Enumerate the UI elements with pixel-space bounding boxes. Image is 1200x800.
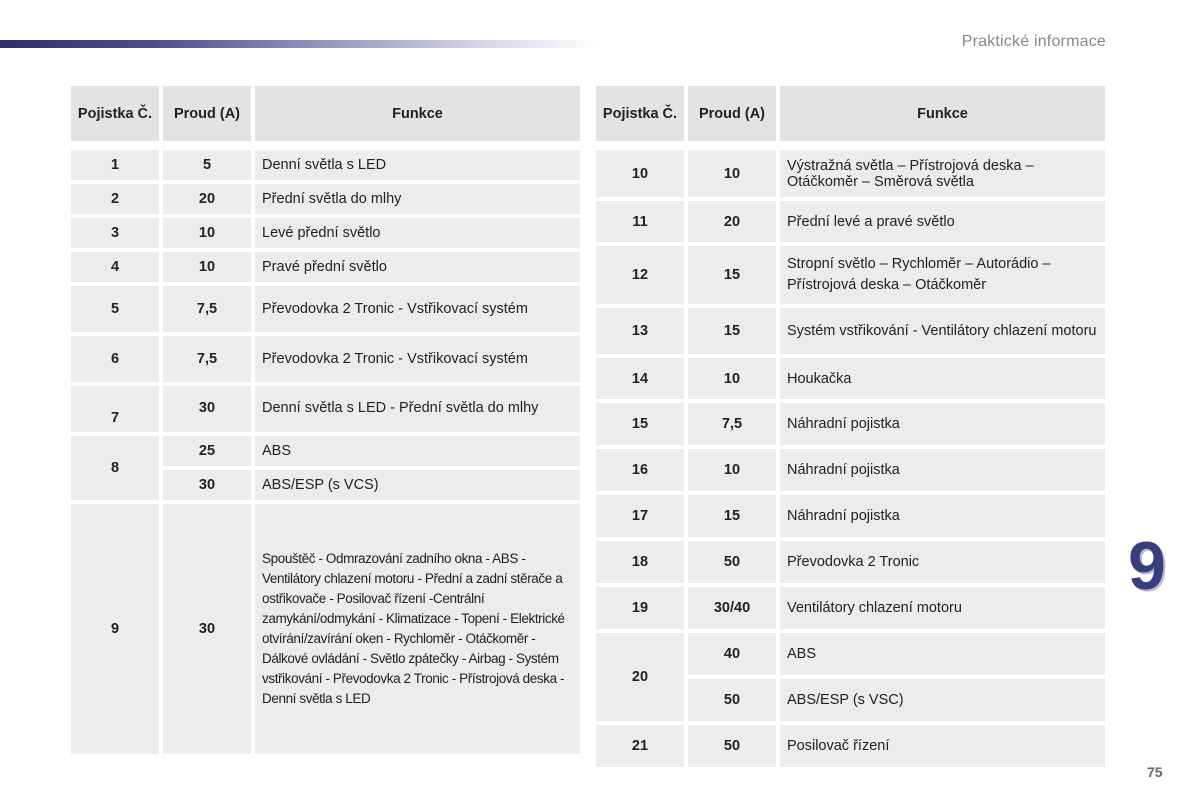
fuse-number: 21 xyxy=(596,725,684,767)
fuse-current: 20 xyxy=(163,184,251,214)
fuse-current: 20 xyxy=(688,201,776,242)
fuse-function: Levé přední světlo xyxy=(255,218,580,248)
table-row xyxy=(71,150,580,180)
table-row xyxy=(71,184,580,214)
table-row xyxy=(71,386,580,432)
fuse-current: 30 xyxy=(163,386,251,432)
fuse-number: 2 xyxy=(71,184,159,214)
fuse-number: 12 xyxy=(596,246,684,304)
col-header-function: Funkce xyxy=(780,86,1105,141)
table-row xyxy=(596,358,1105,399)
col-header-fuse-no: Pojistka Č. xyxy=(71,86,159,141)
fuse-current: 25 xyxy=(163,436,251,466)
fuse-number: 1 xyxy=(71,150,159,180)
fuse-number: 13 xyxy=(596,308,684,354)
table-row xyxy=(596,403,1105,445)
fuse-number: 5 xyxy=(71,286,159,332)
fuse-current: 50 xyxy=(688,541,776,583)
table-row xyxy=(596,495,1105,537)
fuse-function: ABS/ESP (s VCS) xyxy=(255,470,580,500)
fuse-table-left xyxy=(67,82,584,758)
table-row xyxy=(71,286,580,332)
table-row xyxy=(596,150,1105,197)
fuse-current: 30/40 xyxy=(688,587,776,629)
table-row xyxy=(596,633,1105,675)
fuse-current: 50 xyxy=(688,725,776,767)
fuse-number: 9 xyxy=(71,504,159,754)
table-row xyxy=(596,201,1105,242)
fuse-current: 30 xyxy=(163,470,251,500)
fuse-number: 19 xyxy=(596,587,684,629)
fuse-function: Posilovač řízení xyxy=(780,725,1105,767)
fuse-function: Denní světla s LED - Přední světla do mlhy xyxy=(255,386,580,432)
fuse-number: 3 xyxy=(71,218,159,248)
fuse-current: 50 xyxy=(688,679,776,721)
fuse-function: Náhradní pojistka xyxy=(780,449,1105,491)
fuse-number: 11 xyxy=(596,201,684,242)
fuse-number: 16 xyxy=(596,449,684,491)
fuse-current: 10 xyxy=(688,358,776,399)
fuse-current: 15 xyxy=(688,308,776,354)
fuse-function: Převodovka 2 Tronic - Vstřikovací systém xyxy=(255,336,580,382)
fuse-function: ABS xyxy=(255,436,580,466)
fuse-current: 15 xyxy=(688,495,776,537)
page-number: 75 xyxy=(1147,764,1163,780)
fuse-function: Přední levé a pravé světlo xyxy=(780,201,1105,242)
section-title: Praktické informace xyxy=(961,33,1106,50)
fuse-number: 6 xyxy=(71,336,159,382)
fuse-number: 14 xyxy=(596,358,684,399)
fuse-function: Denní světla s LED xyxy=(255,150,580,180)
table-row xyxy=(71,336,580,382)
fuse-current: 40 xyxy=(688,633,776,675)
col-header-current: Proud (A) xyxy=(163,86,251,141)
fuse-function: Pravé přední světlo xyxy=(255,252,580,282)
fuse-function: Ventilátory chlazení motoru xyxy=(780,587,1105,629)
fuse-current: 7,5 xyxy=(163,336,251,382)
fuse-current: 5 xyxy=(163,150,251,180)
fuse-number: 17 xyxy=(596,495,684,537)
fuse-function: Přední světla do mlhy xyxy=(255,184,580,214)
fuse-current: 7,5 xyxy=(163,286,251,332)
table-row xyxy=(71,218,580,248)
fuse-number: 10 xyxy=(596,150,684,197)
fuse-number: 15 xyxy=(596,403,684,445)
fuse-function: Spouštěč - Odmrazování zadního okna - ABS - Ventilátory chlazení motoru - Přední a zadní stěrače a ostřikovače - Posilovač řízení -Centrální zamykání/odmykání - Klimatizace - Topení - Elektrické otvírání/zavírání oken - Rychloměr - Otáčkoměr - Dálkové ovládání - Světlo zpátečky - Airbag - Systém vstřikování - Převodovka 2 Tronic - Přístrojová deska - Denní světla s LED xyxy=(255,504,580,754)
header-gradient-bar xyxy=(0,40,600,48)
fuse-current: 7,5 xyxy=(688,403,776,445)
fuse-number: 20 xyxy=(596,633,684,721)
fuse-function: Převodovka 2 Tronic xyxy=(780,541,1105,583)
fuse-function: Převodovka 2 Tronic - Vstřikovací systém xyxy=(255,286,580,332)
fuse-current: 15 xyxy=(688,246,776,304)
col-header-current: Proud (A) xyxy=(688,86,776,141)
fuse-current: 10 xyxy=(688,449,776,491)
fuse-function: ABS xyxy=(780,633,1105,675)
fuse-current: 30 xyxy=(163,504,251,754)
table-row xyxy=(596,541,1105,583)
fuse-function: Výstražná světla – Přístrojová deska – Otáčkoměr – Směrová světla xyxy=(780,150,1105,197)
fuse-number: 18 xyxy=(596,541,684,583)
col-header-fuse-no: Pojistka Č. xyxy=(596,86,684,141)
fuse-table-right xyxy=(592,82,1109,771)
fuse-function: Náhradní pojistka xyxy=(780,403,1105,445)
table-row xyxy=(596,246,1105,304)
table-row xyxy=(71,252,580,282)
fuse-function: Náhradní pojistka xyxy=(780,495,1105,537)
table-row xyxy=(596,587,1105,629)
fuse-function: ABS/ESP (s VSC) xyxy=(780,679,1105,721)
fuse-current: 10 xyxy=(688,150,776,197)
table-row xyxy=(596,308,1105,354)
fuse-function: Stropní světlo – Rychloměr – Autorádio – Přístrojová deska – Otáčkoměr xyxy=(780,246,1105,304)
fuse-current: 10 xyxy=(163,252,251,282)
fuse-number: 7 xyxy=(71,386,159,432)
fuse-number: 4 xyxy=(71,252,159,282)
fuse-number: 8 xyxy=(71,436,159,500)
table-row xyxy=(596,449,1105,491)
table-row xyxy=(71,436,580,466)
fuse-function: Systém vstřikování - Ventilátory chlazení motoru xyxy=(780,308,1105,354)
fuse-current: 10 xyxy=(163,218,251,248)
table-row xyxy=(596,725,1105,767)
chapter-number: 9 xyxy=(1128,528,1166,604)
table-row xyxy=(71,504,580,754)
col-header-function: Funkce xyxy=(255,86,580,141)
fuse-function: Houkačka xyxy=(780,358,1105,399)
